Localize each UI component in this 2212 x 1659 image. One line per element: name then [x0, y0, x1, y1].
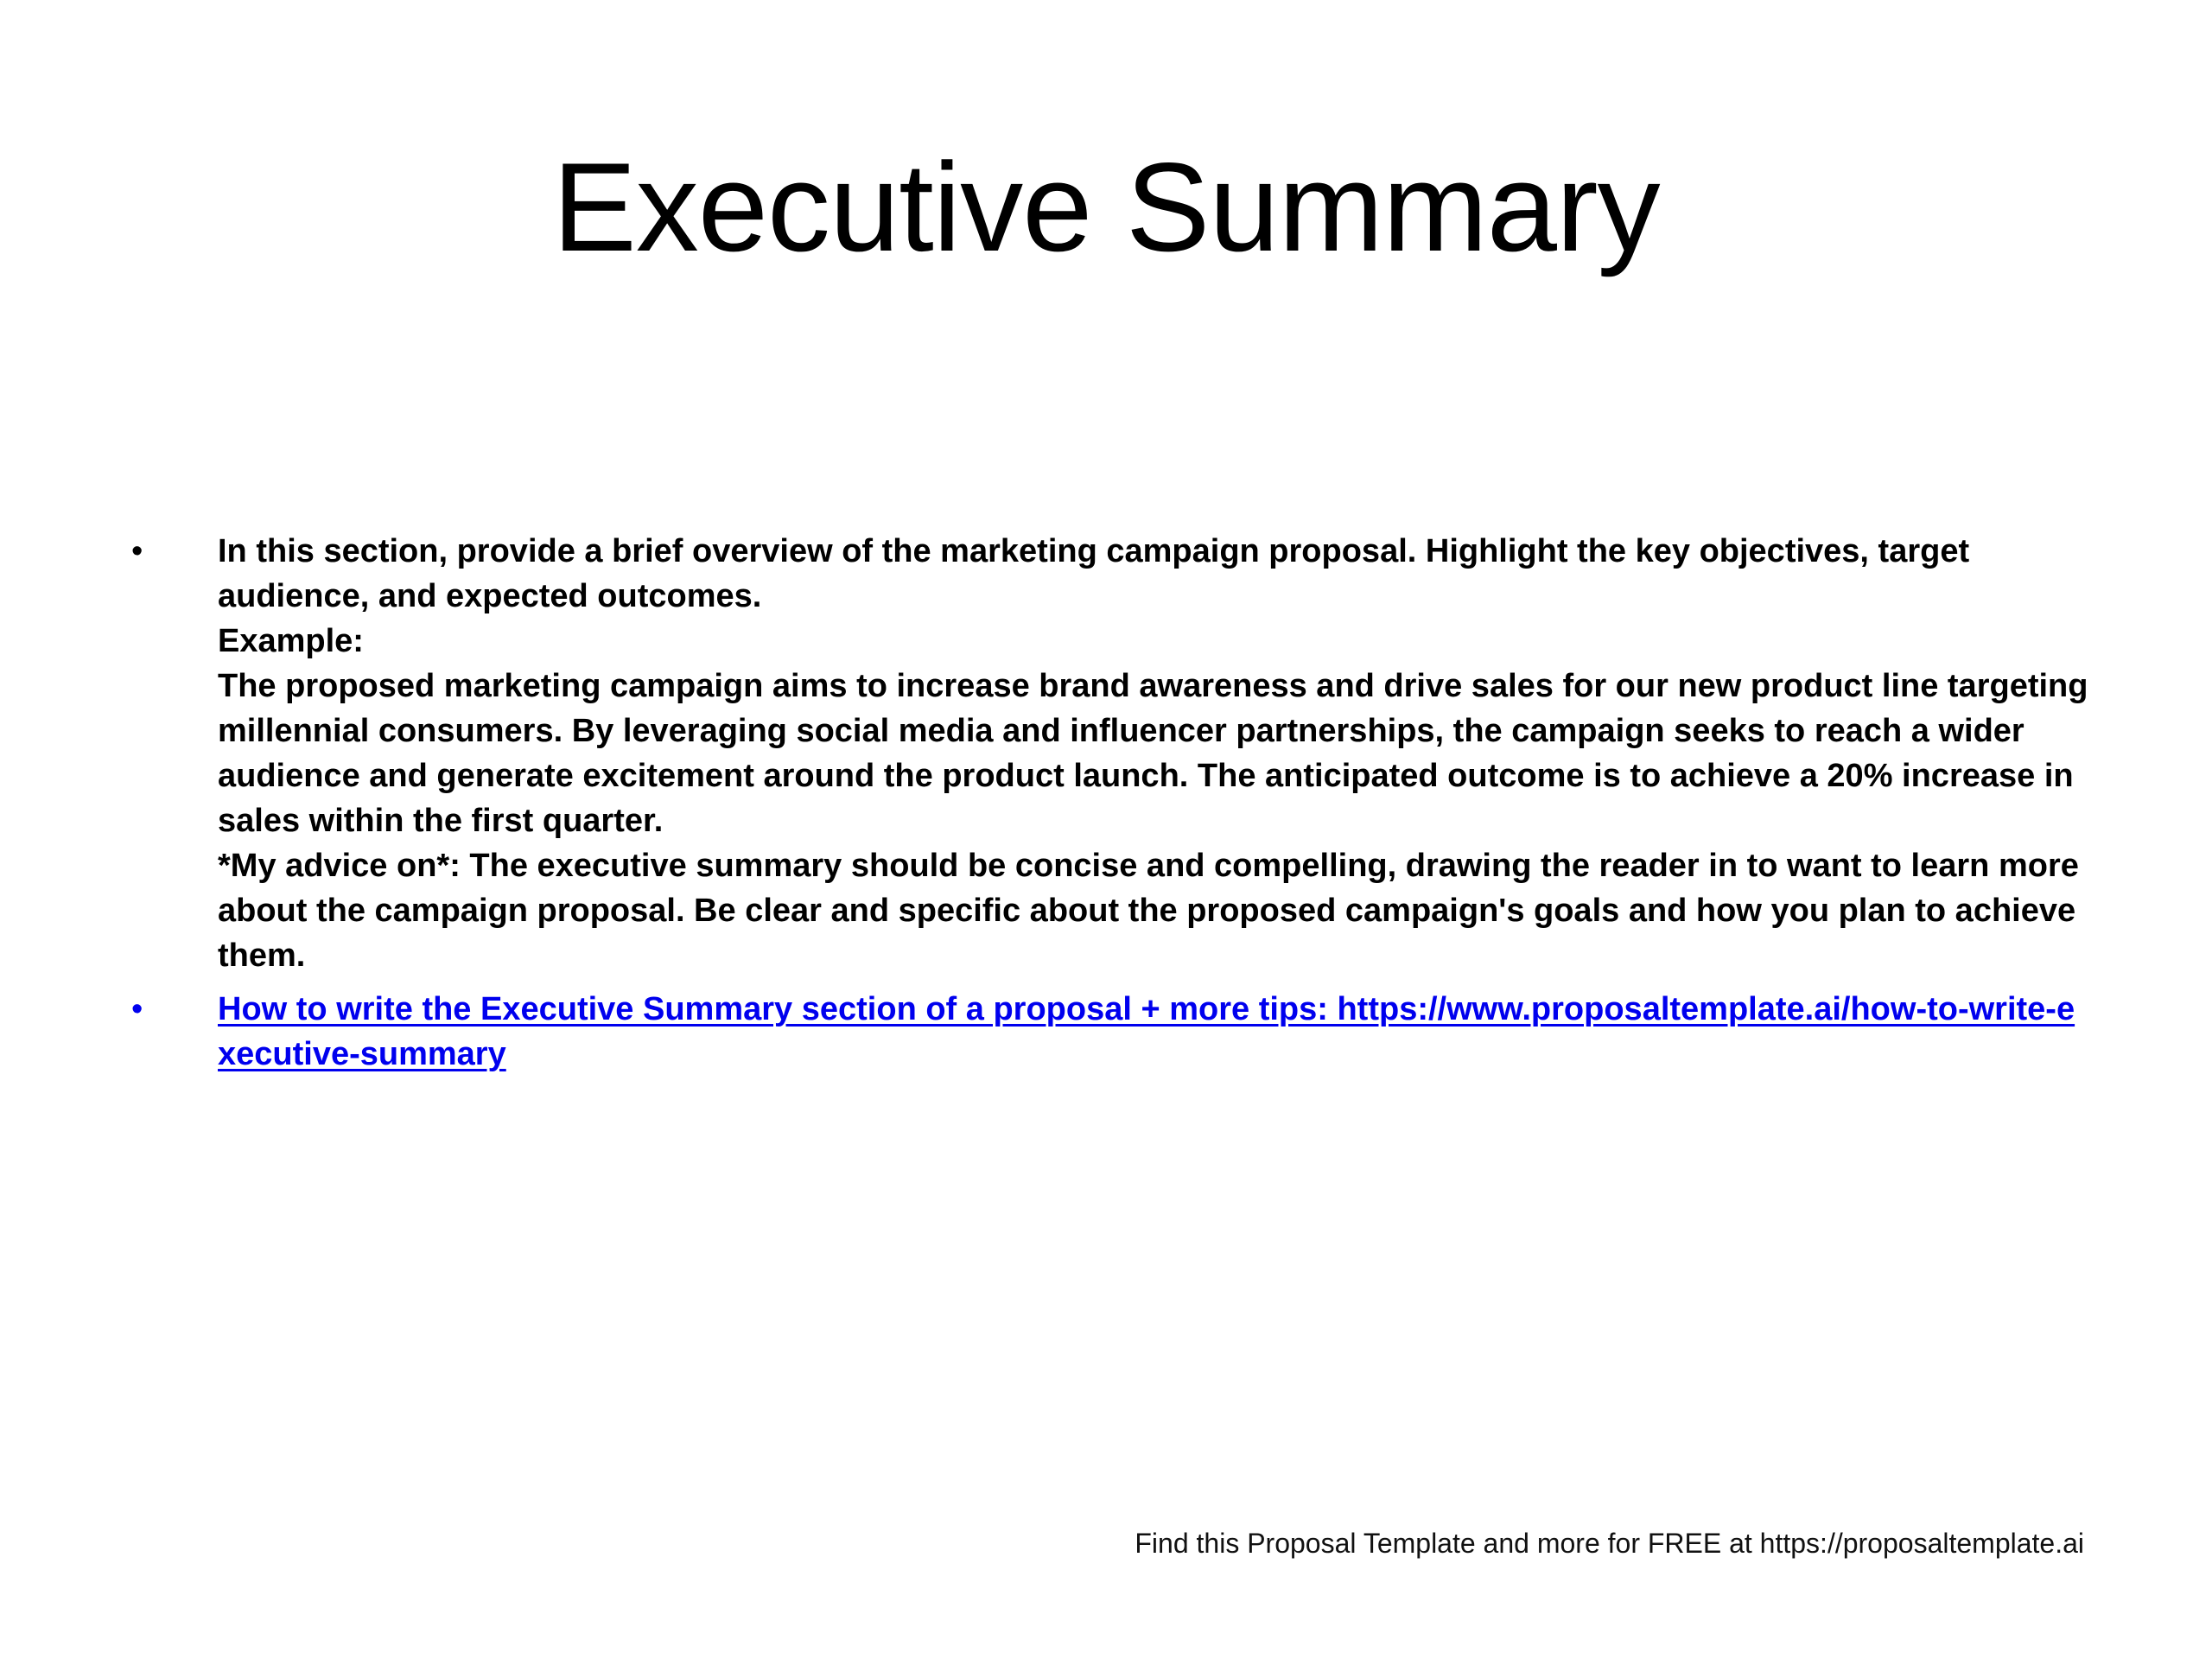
example-text: The proposed marketing campaign aims to increase brand awareness and drive sales for our new product line targeting millennial consumers. By leveraging social media and influencer partnerships, the campaign seeks to reach a wider audience and generate excitement around the product launch. The anticipated outcome is to achieve a 20% increase in sales within the first quarter.	[218, 668, 2088, 839]
slide-title: Executive Summary	[552, 137, 1660, 277]
bullet-dot-icon: •	[131, 991, 143, 1027]
footer-note: Find this Proposal Template and more for FREE at https://proposaltemplate.ai	[1135, 1528, 2084, 1559]
bullet-item-overview	[130, 529, 2091, 978]
bullet-item-link	[130, 987, 2091, 1077]
executive-summary-tips-link[interactable]: How to write the Executive Summary section of a proposal + more tips: https://www.proposaltemplate.ai/how-to-write-executive-summary	[218, 991, 2075, 1072]
bullet-dot-icon: •	[131, 533, 143, 569]
overview-instructions: In this section, provide a brief overview of the marketing campaign proposal. Highlight the key objectives, target audience, and expected outcomes.	[218, 533, 1970, 614]
example-label: Example:	[218, 623, 364, 659]
advice-text: *My advice on*: The executive summary should be concise and compelling, drawing the reader in to want to learn more about the campaign proposal. Be clear and specific about the proposed campaign's goals and how you plan to achieve them.	[218, 848, 2079, 974]
bullet-list	[130, 529, 2091, 1077]
